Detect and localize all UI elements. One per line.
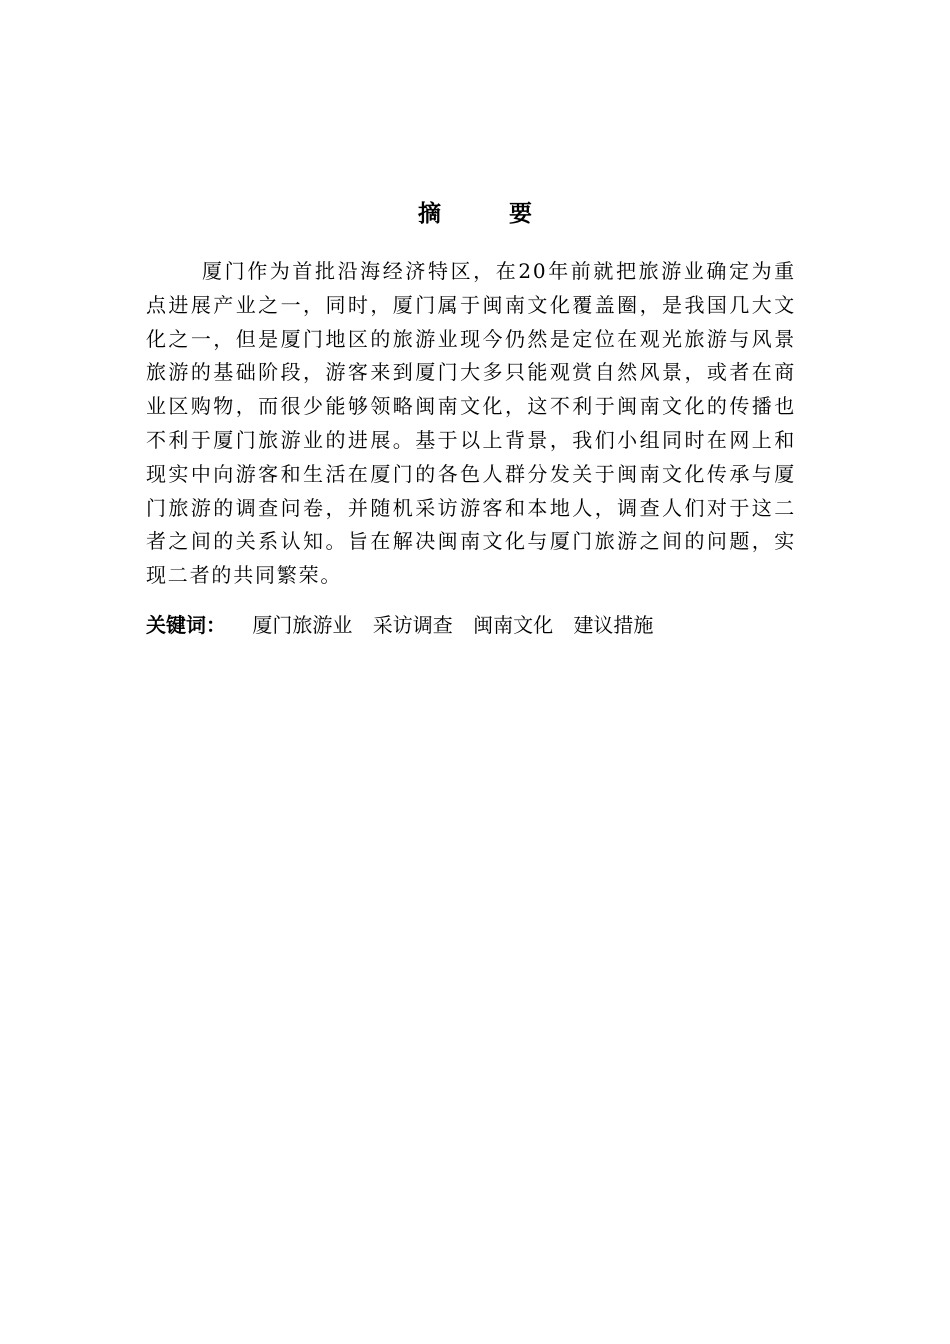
keyword-item: 厦门旅游业	[252, 613, 353, 637]
keyword-item: 建议措施	[573, 613, 654, 637]
keywords-line	[146, 608, 796, 642]
keyword-item: 闽南文化	[473, 613, 554, 637]
keywords-label: 关键词：	[146, 613, 226, 637]
keyword-item: 采访调查	[372, 613, 453, 637]
abstract-body: 厦门作为首批沿海经济特区，在20年前就把旅游业确定为重点进展产业之一，同时，厦门属于闽南文化覆盖圈，是我国几大文化之一，但是厦门地区的旅游业现今仍然是定位在观光旅游与风景旅游的基础阶段，游客来到厦门大多只能观赏自然风景，或者在商业区购物，而很少能够领略闽南文化，这不利于闽南文化的传播也不利于厦门旅游业的进展。基于以上背景，我们小组同时在网上和现实中向游客和生活在厦门的各色人群分发关于闽南文化传承与厦门旅游的调查问卷，并随机采访游客和本地人，调查人们对于这二者之间的关系认知。旨在解决闽南文化与厦门旅游之间的问题，实现二者的共同繁荣。	[146, 259, 796, 588]
abstract-title: 摘 要	[417, 201, 562, 227]
